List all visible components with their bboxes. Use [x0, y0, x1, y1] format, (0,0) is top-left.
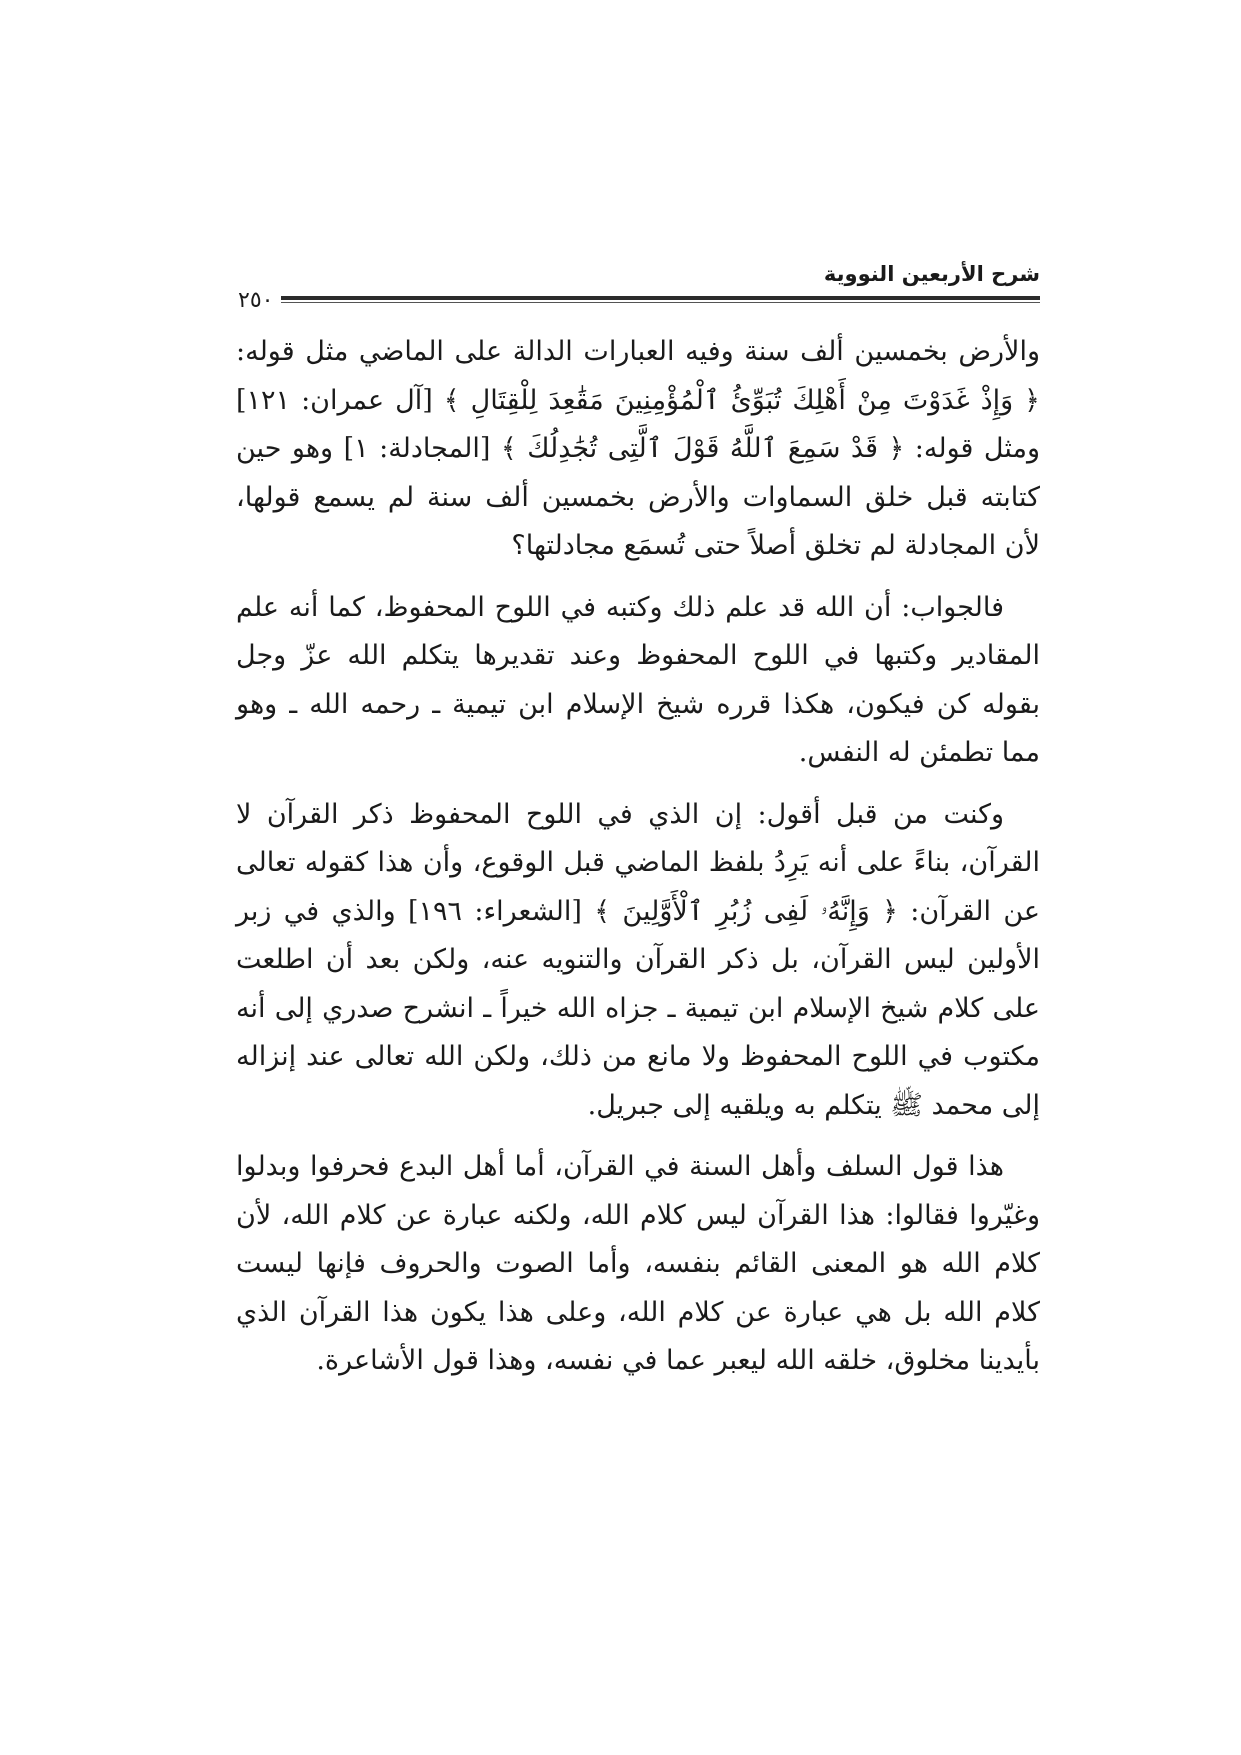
- running-header: [236, 262, 1040, 312]
- paragraph-3: وكنت من قبل أقول: إن الذي في اللوح المحفوظ ذكر القرآن لا القرآن، بناءً على أنه يَرِدُ بلفظ الماضي قبل الوقوع، وأن هذا كقوله تعالى عن القرآن: ﴿ وَإِنَّهُۥ لَفِى زُبُرِ ٱلْأَوَّلِينَ ﴾ [الشعراء: ١٩٦] والذي في زبر الأولين ليس القرآن، بل ذكر القرآن والتنويه عنه، ولكن بعد أن اطلعت على كلام شيخ الإسلام ابن تيمية ـ جزاه الله خيراً ـ انشرح صدري إلى أنه مكتوب في اللوح المحفوظ ولا مانع من ذلك، ولكن الله تعالى عند إنزاله إلى محمد ﷺ يتكلم به ويلقيه إلى جبريل.: [236, 798, 1040, 1121]
- header-rule: [236, 296, 1040, 300]
- paragraph-4: هذا قول السلف وأهل السنة في القرآن، أما أهل البدع فحرفوا وبدلوا وغيّروا فقالوا: هذا القرآن ليس كلام الله، ولكنه عبارة عن كلام الله، لأن كلام الله هو المعنى القائم بنفسه، وأما الصوت والحروف فإنها ليست كلام الله بل هي عبارة عن كلام الله، وعلى هذا يكون هذا القرآن الذي بأيدينا مخلوق، خلقه الله ليعبر عما في نفسه، وهذا قول الأشاعرة.: [236, 1151, 1040, 1376]
- book-title: شرح الأربعين النووية: [823, 262, 1040, 286]
- page-number: [236, 288, 281, 314]
- page-number-text: ٢٥٠: [238, 288, 274, 313]
- header-rule-thin: [236, 302, 1040, 303]
- paragraph-2: فالجواب: أن الله قد علم ذلك وكتبه في اللوح المحفوظ، كما أنه علم المقادير وكتبها في اللوح المحفوظ وعند تقديرها يتكلم الله عزّ وجل بقوله كن فيكون، هكذا قرره شيخ الإسلام ابن تيمية ـ رحمه الله ـ وهو مما تطمئن له النفس.: [236, 591, 1040, 768]
- paragraph-1: والأرض بخمسين ألف سنة وفيه العبارات الدالة على الماضي مثل قوله: ﴿ وَإِذْ غَدَوْتَ مِنْ أَهْلِكَ تُبَوِّئُ ٱلْمُؤْمِنِينَ مَقَٰعِدَ لِلْقِتَالِ ﴾ [آل عمران: ١٢١] ومثل قوله: ﴿ قَدْ سَمِعَ ٱللَّهُ قَوْلَ ٱلَّتِى تُجَٰدِلُكَ ﴾ [المجادلة: ١] وهو حين كتابته قبل خلق السماوات والأرض بخمسين ألف سنة لم يسمع قولها، لأن المجادلة لم تخلق أصلاً حتى تُسمَع مجادلتها؟: [236, 336, 1040, 561]
- body-text: [236, 328, 1040, 1399]
